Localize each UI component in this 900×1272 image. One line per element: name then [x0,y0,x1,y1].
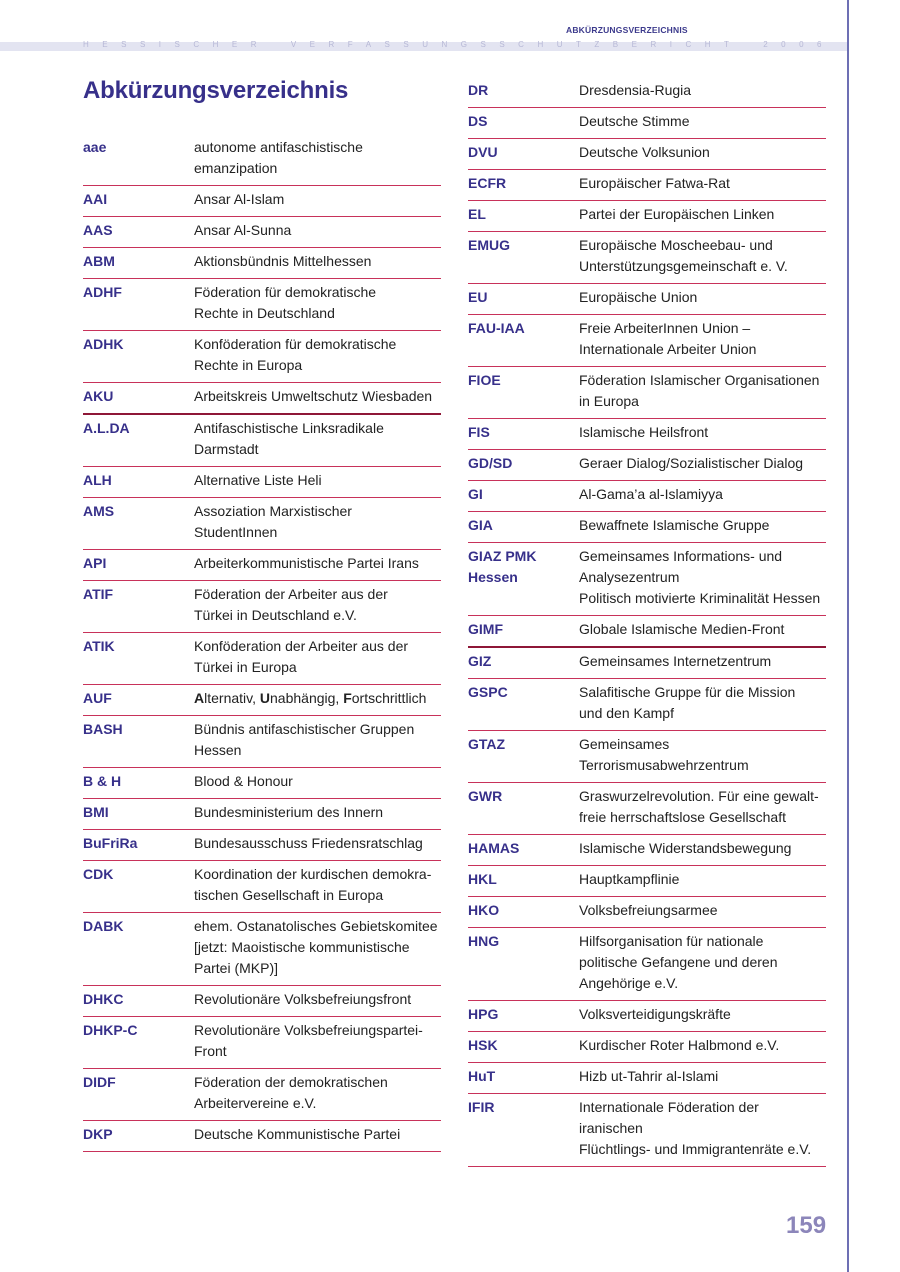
definition-text: nabhängig, [270,690,344,706]
abbreviation-entry [83,830,441,861]
abbreviation-definition: Europäische Moscheebau- und Unterstützungsgemeinschaft e. V. [579,237,788,274]
abbreviation-entry [83,986,441,1017]
abbreviation-term: HNG [468,933,500,949]
running-header-year: 2006 [763,40,835,49]
abbreviation-definition: Arbeitskreis Umweltschutz Wiesbaden [194,388,433,404]
abbreviation-definition: Föderation für demokratische Rechte in Deutschland [194,284,377,321]
abbreviation-entry [468,170,826,201]
abbreviation-entry [83,861,441,913]
abbreviation-term: HSK [468,1037,498,1053]
abbreviation-definition: Hilfsorganisation für nationale politische Gefangene und deren Angehörige e.V. [579,933,778,991]
abbreviation-definition: Konföderation für demokratische Rechte in Europa [194,336,397,373]
abbreviation-definition: Deutsche Stimme [579,113,690,129]
abbreviation-term: DS [468,113,488,129]
abbreviation-entry [468,232,826,284]
abbreviation-entry [83,768,441,799]
abbreviation-term: ALH [83,472,112,488]
abbreviation-term: DKP [83,1126,113,1142]
abbreviation-term: DHKC [83,991,124,1007]
abbreviation-definition: Deutsche Kommunistische Partei [194,1126,401,1142]
abbreviation-term: GIA [468,517,493,533]
abbreviation-term: BuFriRa [83,835,138,851]
abbreviation-term: EMUG [468,237,510,253]
abbreviation-entry [468,783,826,835]
abbreviation-definition: Islamische Widerstandsbewegung [579,840,792,856]
abbreviation-entry [468,731,826,783]
abbreviation-list-left [83,134,441,1152]
abbreviation-entry [83,633,441,685]
abbreviation-definition: Ansar Al-Sunna [194,222,292,238]
abbreviation-term: API [83,555,107,571]
abbreviation-entry [468,284,826,315]
abbreviation-definition: Volksverteidigungskräfte [579,1006,731,1022]
abbreviation-entry [468,928,826,1001]
abbreviation-entry [83,1069,441,1121]
abbreviation-term: EL [468,206,486,222]
abbreviation-definition: Föderation der Arbeiter aus der Türkei in Deutschland e.V. [194,586,388,623]
abbreviation-definition: Aktionsbündnis Mittelhessen [194,253,372,269]
abbreviation-definition: Internationale Föderation der iranischen Flüchtlings- und Immigrantenräte e.V. [579,1099,812,1157]
abbreviation-definition: Gemeinsames Terrorismusabwehrzentrum [579,736,749,773]
abbreviation-entry [83,1017,441,1069]
abbreviation-term: B & H [83,773,122,789]
abbreviation-definition: Revolutionäre Volksbefreiungsfront [194,991,412,1007]
abbreviation-definition: Al-Gama’a al-Islamiyya [579,486,723,502]
abbreviation-entry [83,217,441,248]
abbreviation-entry [83,279,441,331]
abbreviation-entry [468,201,826,232]
abbreviation-term: GSPC [468,684,508,700]
abbreviation-definition: Gemeinsames Informations- und Analysezentrum Politisch motivierte Kriminalität Hessen [579,548,821,606]
abbreviation-term: DIDF [83,1074,116,1090]
abbreviation-entry [468,419,826,450]
abbreviation-term: BASH [83,721,123,737]
abbreviation-term: FIOE [468,372,501,388]
abbreviation-entry [83,581,441,633]
abbreviation-term: FAU-IAA [468,320,525,336]
abbreviation-entry [83,685,441,716]
definition-initial: F [343,690,352,706]
abbreviation-definition: Bundesministerium des Innern [194,804,384,820]
abbreviation-definition: Koordination der kurdischen demokra- tischen Gesellschaft in Europa [194,866,432,903]
abbreviation-term: DHKP-C [83,1022,138,1038]
abbreviation-entry [468,835,826,866]
abbreviation-entry [83,383,441,415]
abbreviation-term: DVU [468,144,498,160]
abbreviation-entry [468,897,826,928]
page-title: Abkürzungsverzeichnis [83,77,349,104]
abbreviation-term: ECFR [468,175,507,191]
definition-text: ortschrittlich [351,690,427,706]
abbreviation-definition: Revolutionäre Volksbefreiungspartei- Front [194,1022,423,1059]
page-edge-rule [847,0,849,1272]
abbreviation-definition: Graswurzelrevolution. Für eine gewalt- freie herrschaftslose Gesellschaft [579,788,819,825]
abbreviation-term: AAI [83,191,108,207]
abbreviation-definition: Salafitische Gruppe für die Mission und den Kampf [579,684,796,721]
abbreviation-term: HKL [468,871,497,887]
abbreviation-definition: Partei der Europäischen Linken [579,206,775,222]
abbreviation-entry [468,543,826,616]
abbreviation-definition [194,688,441,709]
abbreviation-entry [468,1094,826,1167]
abbreviation-definition: ehem. Ostanatolisches Gebietskomitee [jetzt: Maoistische kommunistische Partei (MKP)] [194,918,438,976]
abbreviation-term: GI [468,486,483,502]
abbreviation-definition: Europäische Union [579,289,698,305]
abbreviation-entry [468,481,826,512]
abbreviation-entry [468,1001,826,1032]
abbreviation-term: AUF [83,690,112,706]
abbreviation-term: aae [83,139,107,155]
abbreviation-entry [83,248,441,279]
abbreviation-entry [83,550,441,581]
abbreviation-definition: Islamische Heilsfront [579,424,709,440]
abbreviation-term: AMS [83,503,115,519]
abbreviation-definition: Hizb ut-Tahrir al-Islami [579,1068,719,1084]
abbreviation-term: ATIK [83,638,115,654]
abbreviation-term: GTAZ [468,736,506,752]
abbreviation-definition: Hauptkampflinie [579,871,680,887]
abbreviation-definition: Europäischer Fatwa-Rat [579,175,730,191]
abbreviation-term: AAS [83,222,113,238]
abbreviation-term: GIAZ PMK Hessen [468,548,537,585]
abbreviation-definition: autonome antifaschistische emanzipation [194,139,363,176]
abbreviation-term: HPG [468,1006,499,1022]
abbreviation-term: ADHK [83,336,124,352]
abbreviation-definition: Globale Islamische Medien-Front [579,621,785,637]
running-header-word: VERFASSUNGSSCHUTZBERICHT [290,40,743,49]
definition-initial: U [259,690,271,706]
abbreviation-definition: Geraer Dialog/Sozialistischer Dialog [579,455,804,471]
abbreviation-definition: Volksbefreiungsarmee [579,902,718,918]
abbreviation-term: GIMF [468,621,503,637]
abbreviation-term: CDK [83,866,114,882]
definition-text: lternativ, [204,690,260,706]
abbreviation-entry [468,450,826,481]
abbreviation-entry [468,139,826,170]
abbreviation-entry [468,648,826,679]
abbreviation-definition: Bundesausschuss Friedensratschlag [194,835,423,851]
abbreviation-definition: Antifaschistische Linksradikale Darmstadt [194,420,384,457]
abbreviation-definition: Föderation Islamischer Organisationen in Europa [579,372,820,409]
abbreviation-entry [468,616,826,648]
abbreviation-definition: Kurdischer Roter Halbmond e.V. [579,1037,780,1053]
abbreviation-term: ATIF [83,586,114,602]
abbreviation-term: GWR [468,788,503,804]
abbreviation-term: AKU [83,388,114,404]
abbreviation-entry [83,913,441,986]
abbreviation-term: IFIR [468,1099,495,1115]
definition-initial: A [194,690,205,706]
abbreviation-definition: Bündnis antifaschistischer Gruppen Hessen [194,721,415,758]
abbreviation-definition: Freie ArbeiterInnen Union – Internationale Arbeiter Union [579,320,757,357]
abbreviation-term: BMI [83,804,109,820]
section-header-title: ABKÜRZUNGSVERZEICHNIS [566,25,688,35]
abbreviation-definition: Arbeiterkommunistische Partei Irans [194,555,419,571]
abbreviation-entry [468,315,826,367]
abbreviation-definition: Föderation der demokratischen Arbeitervereine e.V. [194,1074,388,1111]
abbreviation-term: HAMAS [468,840,520,856]
abbreviation-term: ADHF [83,284,122,300]
running-header-word: HESSISCHER [83,40,271,49]
abbreviation-definition: Blood & Honour [194,773,293,789]
abbreviation-term: GD/SD [468,455,513,471]
abbreviation-entry [468,866,826,897]
abbreviation-term: DABK [83,918,124,934]
abbreviation-term: FIS [468,424,490,440]
abbreviation-term: A.L.DA [83,420,130,436]
abbreviation-term: HuT [468,1068,496,1084]
abbreviation-definition: Konföderation der Arbeiter aus der Türkei in Europa [194,638,409,675]
abbreviation-entry [83,415,441,467]
abbreviation-definition: Alternative Liste Heli [194,472,322,488]
abbreviation-entry [468,679,826,731]
abbreviation-entry [83,186,441,217]
abbreviation-definition: Dresdensia-Rugia [579,82,692,98]
page-number: 159 [786,1212,827,1239]
abbreviation-term: EU [468,289,488,305]
abbreviation-term: GIZ [468,653,492,669]
abbreviation-definition: Deutsche Volksunion [579,144,710,160]
abbreviation-list-right [468,77,826,1167]
abbreviation-entry [468,1063,826,1094]
abbreviation-entry [83,799,441,830]
abbreviation-definition: Gemeinsames Internetzentrum [579,653,772,669]
abbreviation-definition: Bewaffnete Islamische Gruppe [579,517,770,533]
running-header [83,40,835,49]
abbreviation-entry [468,1032,826,1063]
abbreviation-entry [83,134,441,186]
abbreviation-term: HKO [468,902,500,918]
abbreviation-entry [83,716,441,768]
abbreviation-entry [83,498,441,550]
abbreviation-definition: Ansar Al-Islam [194,191,285,207]
abbreviation-entry [468,512,826,543]
abbreviation-entry [83,1121,441,1152]
abbreviation-entry [468,77,826,108]
abbreviation-entry [468,367,826,419]
abbreviation-definition: Assoziation Marxistischer StudentInnen [194,503,352,540]
abbreviation-entry [83,467,441,498]
abbreviation-term: ABM [83,253,115,269]
abbreviation-term: DR [468,82,489,98]
abbreviation-entry [83,331,441,383]
abbreviation-entry [468,108,826,139]
